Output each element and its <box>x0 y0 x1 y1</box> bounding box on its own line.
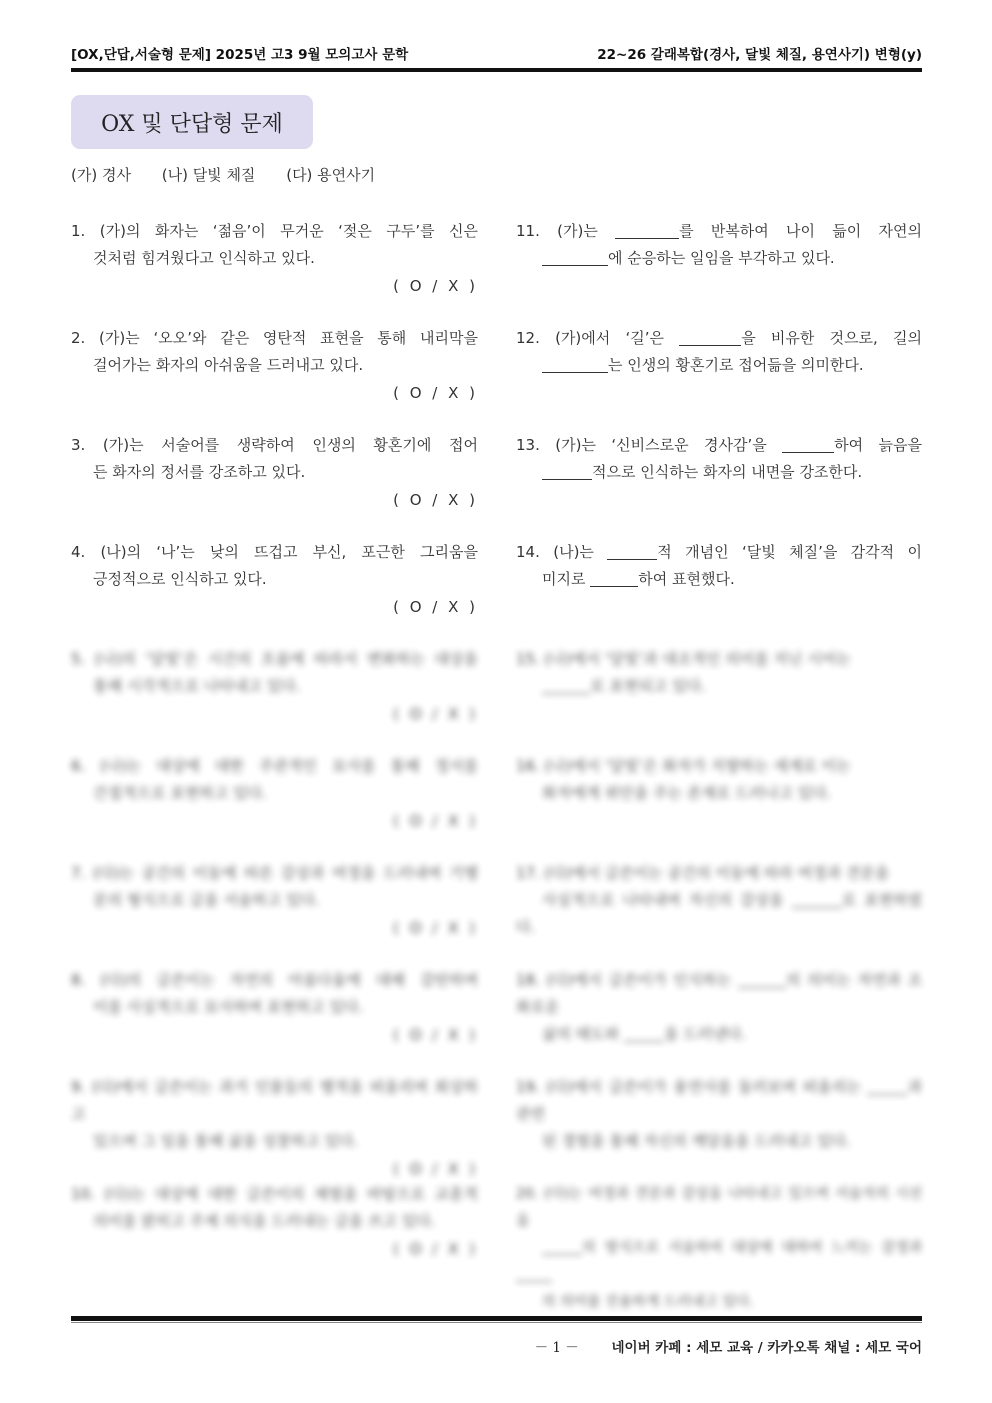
question-text: 적 개념인 ‘달빛 체질’을 감각적 이 <box>657 543 923 561</box>
answer-blank[interactable] <box>624 1025 664 1042</box>
question-text: (다)는 대상에 대한 글쓴이의 체험을 바탕으로 교훈적 <box>104 1185 478 1203</box>
question-text: 이를 사실적으로 묘사하며 표현하고 있다. <box>93 998 364 1016</box>
question-text: 화자에게 위안을 주는 존재로 드러나고 있다. <box>542 784 832 802</box>
answer-blank[interactable] <box>542 677 590 694</box>
question-number: 16. <box>516 757 540 775</box>
question-item-blurred <box>71 1074 478 1183</box>
question-item <box>71 432 478 514</box>
question-text: (다)에서 글쓴이가 용연사를 둘러보며 떠올리는 <box>546 1078 861 1096</box>
question-text: 에 순응하는 일임을 부각하고 있다. <box>608 249 835 267</box>
ox-choice[interactable]: ( O / X ) <box>393 384 478 402</box>
header-left-title: [OX,단답,서술형 문제] 2025년 고3 9월 모의고사 문학 <box>71 47 409 63</box>
question-text: (가)는 서술어를 생략하여 인생의 황혼기에 접어 <box>102 436 478 454</box>
question-text: (나)의 ‘나’는 낮의 뜨겁고 부신, 포근한 그리움을 <box>100 543 478 561</box>
question-text: 하여 표현했다. <box>638 570 735 588</box>
question-item <box>516 539 922 593</box>
question-item-blurred <box>516 753 922 807</box>
question-text: 로 표현되고 있다. <box>590 677 706 695</box>
question-text: 있으며 그 일을 통해 삶을 성찰하고 있다. <box>93 1132 359 1150</box>
question-number: 15. <box>516 650 540 668</box>
question-text: (다)의 글쓴이는 자연의 아름다움에 대해 감탄하며 <box>100 971 478 989</box>
ox-choice[interactable]: ( O / X ) <box>393 1160 478 1178</box>
question-text: (나)는 대상에 대한 주관적인 묘사를 통해 정서를 <box>100 757 479 775</box>
question-text: 간접적으로 표현하고 있다. <box>93 784 267 802</box>
question-item-blurred <box>516 1181 922 1316</box>
question-number: 7. <box>71 864 86 882</box>
question-number: 20. <box>516 1186 539 1202</box>
question-text: 된 경험을 통해 자신의 깨달음을 드러내고 있다. <box>542 1132 851 1150</box>
answer-blank[interactable] <box>542 356 608 373</box>
header-rule <box>71 68 922 72</box>
question-text: (가)에서 ‘길’은 <box>555 329 664 347</box>
question-text: 적으로 인식하는 화자의 내면을 강조한다. <box>592 463 863 481</box>
ox-choice[interactable]: ( O / X ) <box>393 919 478 937</box>
question-number: 19. <box>516 1078 540 1096</box>
question-text: 통해 시각적으로 나타내고 있다. <box>93 677 301 695</box>
question-text: 것처럼 힘겨웠다고 인식하고 있다. <box>93 249 315 267</box>
footer-text: 네이버 카페 : 세모 교육 / 카카오톡 채널 : 세모 국어 <box>611 1340 922 1356</box>
question-text: (다)는 공간의 이동에 따른 감상과 여정을 드러내며 기행 <box>93 864 478 882</box>
ox-choice[interactable]: ( O / X ) <box>393 277 478 295</box>
ox-choice[interactable]: ( O / X ) <box>393 1026 478 1044</box>
question-text: 로 표현하였다. <box>516 891 923 936</box>
header-right-title: 22~26 갈래복합(경사, 달빛 체질, 용연사기) 변형(y) <box>597 47 922 63</box>
question-number: 3. <box>71 436 86 454</box>
question-text: 삶의 태도와 <box>542 1025 620 1043</box>
question-text: (다)에서 글쓴이가 인식하는 <box>546 971 732 989</box>
answer-blank[interactable] <box>867 1078 907 1095</box>
ox-choice[interactable]: ( O / X ) <box>393 705 478 723</box>
question-item <box>516 325 922 379</box>
question-number: 1. <box>71 222 86 240</box>
answer-blank[interactable] <box>516 1265 552 1282</box>
question-number: 12. <box>516 329 540 347</box>
answer-blank[interactable] <box>607 543 657 560</box>
question-text: (다)에서 글쓴이는 과거 인물들의 행적을 떠올리며 회상하고 <box>71 1078 478 1123</box>
answer-blank[interactable] <box>542 249 608 266</box>
question-number: 17. <box>516 864 540 882</box>
answer-blank[interactable] <box>792 891 842 908</box>
question-text: (나)에서 ‘달빛’은 화자가 지향하는 세계로 이는 <box>544 757 851 775</box>
question-text: (가)는 <box>557 222 598 240</box>
question-text: (나)는 <box>553 543 594 561</box>
answer-blank[interactable] <box>738 971 786 988</box>
question-number: 8. <box>71 971 86 989</box>
question-text: 문의 형식으로 글을 서술하고 있다. <box>93 891 320 909</box>
work-label: (나) 달빛 체질 <box>161 166 256 184</box>
question-item-blurred <box>516 1074 922 1155</box>
question-text: 을 드러낸다. <box>664 1025 746 1043</box>
ox-choice[interactable]: ( O / X ) <box>393 812 478 830</box>
question-text: 의 의미를 진솔하게 드러내고 있다. <box>542 1294 754 1310</box>
footer-rule-thin <box>71 1322 922 1323</box>
ox-choice[interactable]: ( O / X ) <box>393 1240 478 1258</box>
question-number: 9. <box>71 1078 86 1096</box>
question-number: 6. <box>71 757 86 775</box>
answer-blank[interactable] <box>782 436 834 453</box>
page-header <box>71 42 922 64</box>
question-item-blurred <box>71 1181 478 1263</box>
question-item <box>516 432 922 486</box>
question-item-blurred <box>71 753 478 835</box>
question-text: 를 반복하여 나이 듦이 자연의 <box>679 222 922 240</box>
answer-blank[interactable] <box>615 222 679 239</box>
question-number: 18. <box>516 971 540 989</box>
page-footer <box>71 1336 922 1356</box>
question-text: 사실적으로 나타내며 자신의 감상을 <box>542 891 784 909</box>
answer-blank[interactable] <box>590 570 638 587</box>
question-item-blurred <box>516 646 922 700</box>
question-item <box>516 218 922 272</box>
question-item <box>71 218 478 300</box>
page-number: － 1 － <box>534 1340 579 1356</box>
answer-blank[interactable] <box>542 1238 582 1255</box>
section-title: OX 및 단답형 문제 <box>71 95 313 149</box>
question-text: 과 관련 <box>516 1078 922 1123</box>
question-text: 걸어가는 화자의 아쉬움을 드러내고 있다. <box>93 356 364 374</box>
question-text: 하여 늙음을 <box>834 436 922 454</box>
footer-rule <box>71 1316 922 1321</box>
question-text: 의 의미는 자연과 조화로운 <box>516 971 922 1016</box>
ox-choice[interactable]: ( O / X ) <box>393 491 478 509</box>
answer-blank[interactable] <box>679 329 741 346</box>
work-label: (가) 경사 <box>71 166 131 184</box>
question-item-blurred <box>71 646 478 728</box>
question-text: (가)는 ‘신비스로운 경사감’을 <box>555 436 767 454</box>
question-item-blurred <box>71 860 478 942</box>
question-number: 10. <box>71 1185 95 1203</box>
work-label: (다) 용연사기 <box>286 166 376 184</box>
question-text: (다)에서 글쓴이는 공간의 이동에 따라 여정과 견문을 <box>544 864 890 882</box>
question-text: (나)의 ‘달빛’은 시간의 흐름에 따라서 변화하는 대상을 <box>94 650 478 668</box>
question-text: 의 방식으로 서술하여 대상에 대하여 느끼는 감정과 <box>582 1240 922 1256</box>
question-text: 의미를 밝히고 주제 의식을 드러내는 글을 쓰고 있다. <box>93 1212 436 1230</box>
question-text: 긍정적으로 인식하고 있다. <box>93 570 267 588</box>
question-item-blurred <box>516 967 922 1048</box>
question-number: 2. <box>71 329 86 347</box>
question-text: (가)의 화자는 ‘젊음’이 무거운 ‘젖은 구두’를 신은 <box>99 222 478 240</box>
ox-choice[interactable]: ( O / X ) <box>393 598 478 616</box>
question-text: (다)는 여정과 견문과 감상을 나타내고 있으며 서술자의 시선을 <box>516 1186 922 1229</box>
question-text: 든 화자의 정서를 강조하고 있다. <box>93 463 306 481</box>
question-text: 을 비유한 것으로, 길의 <box>741 329 922 347</box>
question-number: 11. <box>516 222 540 240</box>
question-item <box>71 325 478 407</box>
question-number: 14. <box>516 543 540 561</box>
question-item-blurred <box>71 967 478 1049</box>
question-number: 5. <box>71 650 86 668</box>
question-item-blurred <box>516 860 922 941</box>
works-list <box>71 164 401 185</box>
question-text: (가)는 ‘오오’와 같은 영탄적 표현을 통해 내리막을 <box>99 329 478 347</box>
question-item <box>71 539 478 621</box>
question-text: (나)에서 ‘달빛’과 대조적인 의미를 지닌 시어는 <box>544 650 851 668</box>
question-number: 13. <box>516 436 540 454</box>
question-text: 는 인생의 황혼기로 접어듦을 의미한다. <box>608 356 864 374</box>
question-text: 미지로 <box>542 570 586 588</box>
answer-blank[interactable] <box>542 463 592 480</box>
question-number: 4. <box>71 543 86 561</box>
